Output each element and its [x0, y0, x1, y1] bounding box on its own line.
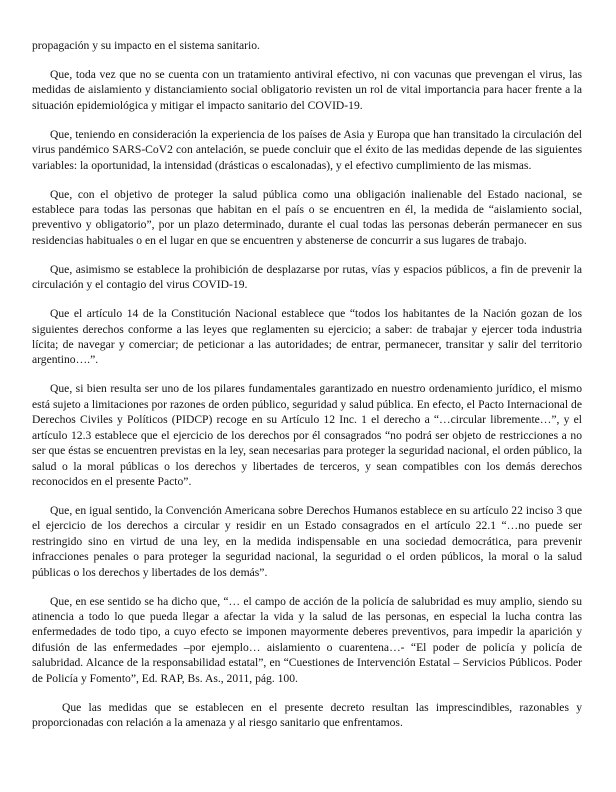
paragraph-medidas: Que las medidas que se establecen en el presente decreto resultan las imprescindibles, razonables y proporcionadas con relación a la amenaza y al riesgo sanitario que enfrentamos.	[32, 700, 582, 729]
paragraph-articulo-14: Que el artículo 14 de la Constitución Nacional establece que “todos los habitantes de la Nación gozan de los siguientes derechos conforme a las leyes que reglamenten su ejercicio; a saber: de trabajar y ejercer toda industria lícita; de navegar y comerciar; de peticionar a las autoridades; de entrar, permanecer, transitar y salir del territorio argentino….”.	[32, 307, 582, 367]
paragraph-asia-europa: Que, teniendo en consideración la experiencia de los países de Asia y Europa que han transitado la circulación del virus pandémico SARS-CoV2 con antelación, se puede concluir que el éxito de las medidas depende de las siguientes variables: la oportunidad, la intensidad (drásticas o escalonadas), y el efectivo cumplimiento de las mismas.	[32, 127, 582, 172]
paragraph-pidcp: Que, si bien resulta ser uno de los pilares fundamentales garantizado en nuestro ordenamiento jurídico, el mismo está sujeto a limitaciones por razones de orden público, seguridad y salud pública. En efecto, el Pacto Internacional de Derechos Civiles y Políticos (PIDCP) recoge en su Artículo 12 Inc. 1 el derecho a “…circular libremente…”, y el artículo 12.3 establece que el ejercicio de los derechos por él consagrados “no podrá ser objeto de restricciones a no ser que éstas se encuentren previstas en la ley, sean necesarias para proteger la seguridad nacional, el orden público, la salud o la moral públicas o los derechos y libertades de terceros, y sean compatibles con los demás derechos reconocidos en el presente Pacto”.	[32, 382, 582, 488]
paragraph-convencion-americana: Que, en igual sentido, la Convención Americana sobre Derechos Humanos establece en su artículo 22 inciso 3 que el ejercicio de los derechos a circular y residir en un Estado consagrados en el artículo 22.1 “…no puede ser restringido sino en virtud de una ley, en la medida indispensable en una sociedad democrática, para prevenir infracciones penales o para proteger la seguridad nacional, la seguridad o el orden públicos, la moral o la salud públicas o los derechos y libertades de los demás”.	[32, 503, 582, 579]
paragraph-continuation: propagación y su impacto en el sistema sanitario.	[32, 39, 260, 52]
paragraph-antiviral: Que, toda vez que no se cuenta con un tratamiento antiviral efectivo, ni con vacunas que prevengan el virus, las medidas de aislamiento y distanciamiento social obligatorio revisten un rol de vital importancia para hacer frente a la situación epidemiológica y mitigar el impacto sanitario del COVID-19.	[32, 68, 582, 112]
paragraph-aislamiento: Que, con el objetivo de proteger la salud pública como una obligación inalienable del Estado nacional, se establece para todas las personas que habitan en el país o se encuentren en él, la medida de “aislamiento social, preventivo y obligatorio”, por un plazo determinado, durante el cual todas las personas deberán permanecer en sus residencias habituales o en el lugar en que se encuentren y abstenerse de concurrir a sus lugares de trabajo.	[32, 187, 582, 247]
document-body	[32, 38, 582, 730]
paragraph-prohibicion: Que, asimismo se establece la prohibición de desplazarse por rutas, vías y espacios públicos, a fin de prevenir la circulación y el contagio del virus COVID-19.	[32, 262, 582, 292]
paragraph-policia-salubridad: Que, en ese sentido se ha dicho que, “… el campo de acción de la policía de salubridad es muy amplio, siendo su atinencia a todo lo que pueda llegar a afectar la vida y la salud de las personas, en especial la lucha contra las enfermedades de todo tipo, a cuyo efecto se imponen mayormente deberes preventivos, para impedir la aparición y difusión de las enfermedades –por ejemplo… aislamiento o cuarentena…- “El poder de policía y policía de salubridad. Alcance de la responsabilidad estatal”, en “Cuestiones de Intervención Estatal – Servicios Públicos. Poder de Policía y Fomento”, Ed. RAP, Bs. As., 2011, pág. 100.	[32, 594, 582, 685]
